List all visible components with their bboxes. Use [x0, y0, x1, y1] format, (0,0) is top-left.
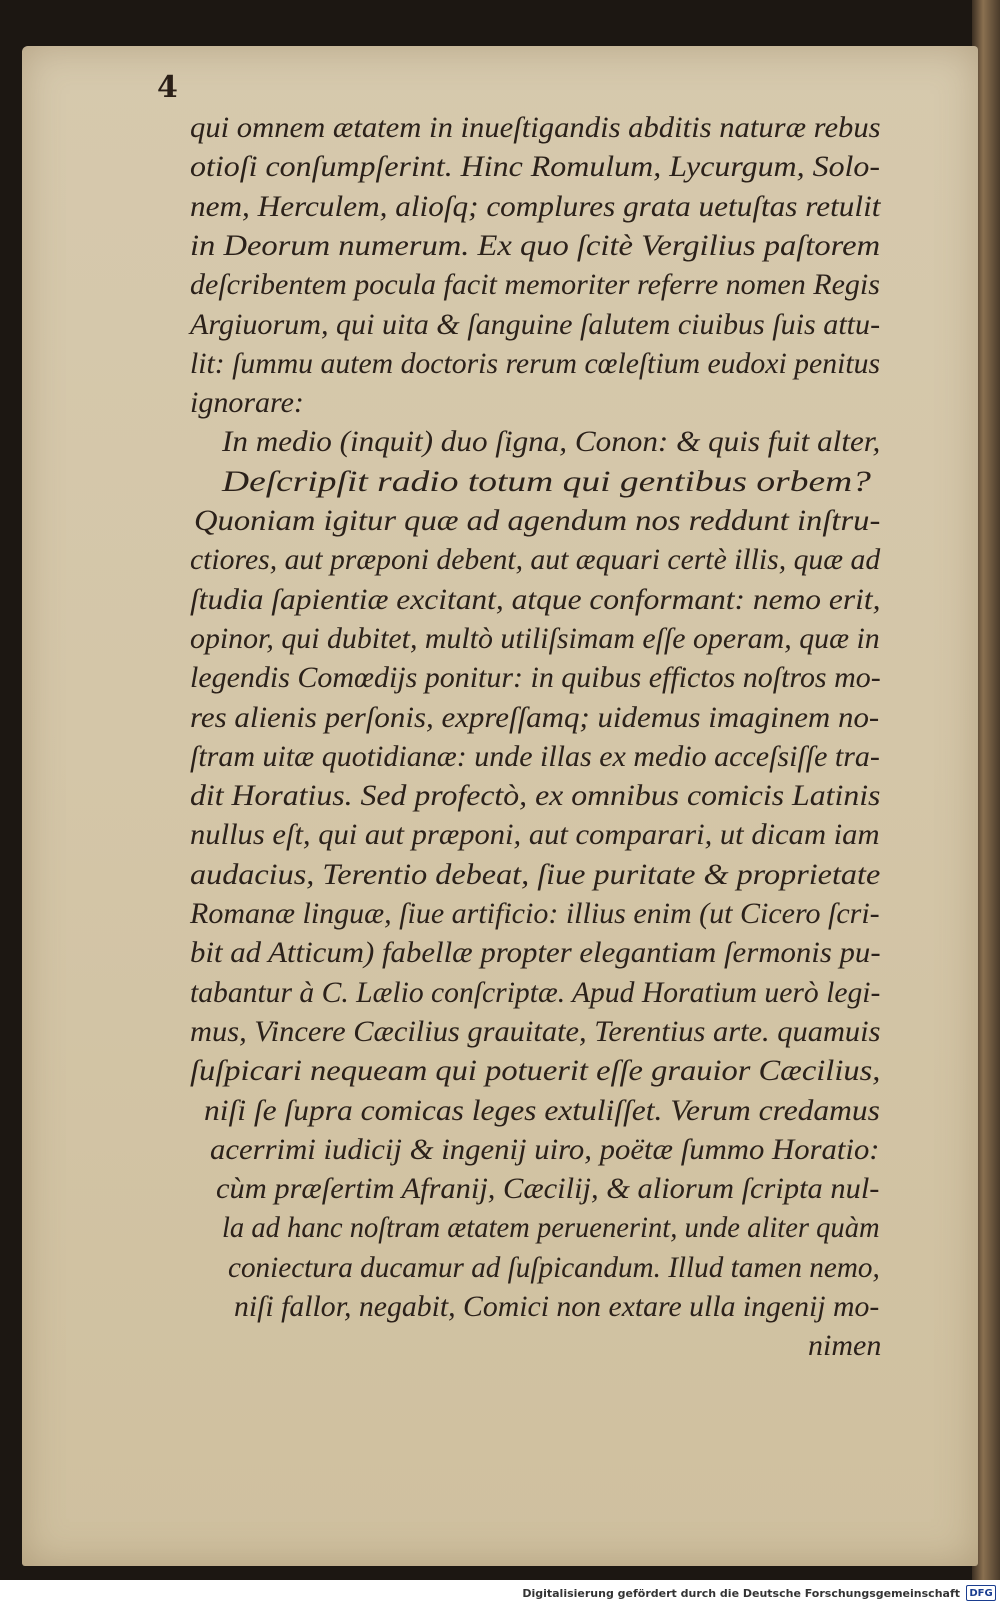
text-line: Argiuorum, qui uita & ſanguine ſalutem ciuibus ſuis attu- — [190, 307, 881, 341]
text-line: mus, Vincere Cæcilius grauitate, Terentius arte. quamuis — [190, 1014, 881, 1048]
footer-bar — [0, 1580, 1000, 1608]
text-line: Quoniam igitur quæ ad agendum nos reddunt inſtru- — [194, 504, 881, 537]
text-line: nullus eſt, qui aut præponi, aut comparari, ut dicam iam — [190, 818, 880, 852]
text-line: la ad hanc noſtram ætatem peruenerint, unde aliter quàm — [222, 1211, 880, 1245]
text-line: nem, Herculem, alioſq; complures grata uetuſtas retulit — [190, 189, 881, 223]
text-line: lit: ſummu autem doctoris rerum cœleſtium eudoxi penitus — [190, 346, 881, 380]
text-line: niſi ſe ſupra comicas leges extuliſſet. Verum credamus — [204, 1093, 880, 1127]
dfg-logo: DFG — [966, 1585, 996, 1601]
text-line: Deſcripſit radio totum qui gentibus orbem? — [222, 464, 871, 498]
text-line: ſuſpicari nequeam qui potuerit eſſe grauior Cæcilius, — [190, 1054, 881, 1088]
text-line: Romanæ linguæ, ſiue artificio: illius enim (ut Cicero ſcri- — [190, 897, 880, 930]
text-line: opinor, qui dubitet, multò utiliſsimam eſſe operam, quæ in — [190, 621, 880, 655]
text-line: audacius, Terentio debeat, ſiue puritate & proprietate — [190, 857, 881, 891]
text-line: dit Horatius. Sed profectò, ex omnibus comicis Latinis — [190, 779, 881, 813]
text-line: nimen — [808, 1329, 882, 1363]
text-line: qui omnem ætatem in inueſtigandis abditis naturæ rebus — [190, 111, 881, 144]
text-line: ctiores, aut præponi debent, aut æquari certè illis, quæ ad — [190, 543, 881, 577]
text-line: res alienis perſonis, expreſſamq; uidemus imaginem no- — [190, 700, 880, 734]
text-line: legendis Comœdijs ponitur: in quibus effictos noſtros mo- — [190, 661, 881, 695]
text-line: ſtram uitæ quotidianæ: unde illas ex medio acceſsiſſe tra- — [190, 739, 880, 773]
text-line: otioſi conſumpſerint. Hinc Romulum, Lycurgum, Solo- — [190, 150, 881, 184]
text-line: tabantur à C. Lælio conſcriptæ. Apud Horatium uerò legi- — [190, 975, 881, 1009]
text-line: coniectura ducamur ad ſuſpicandum. Illud tamen nemo, — [228, 1250, 880, 1284]
page-number: 4 — [157, 70, 178, 105]
text-line: acerrimi iudicij & ingenij uiro, poëtæ ſummo Horatio: — [210, 1132, 880, 1166]
text-line: ignorare: — [190, 386, 304, 420]
text-line: ſtudia ſapientiæ excitant, atque conformant: nemo erit, — [190, 582, 881, 616]
text-line: deſcribentem pocula facit memoriter referre nomen Regis — [190, 268, 880, 302]
text-line: in Deorum numerum. Ex quo ſcitè Vergilius paſtorem — [190, 228, 881, 262]
text-line: In medio (inquit) duo ſigna, Conon: & quis fuit alter, — [222, 425, 881, 459]
text-line: cùm præſertim Afranij, Cæcilij, & aliorum ſcripta nul- — [216, 1172, 880, 1206]
text-line: niſi fallor, negabit, Comici non extare ulla ingenij mo- — [234, 1290, 880, 1323]
text-line: bit ad Atticum) fabellæ propter elegantiam ſermonis pu- — [190, 936, 881, 970]
footer-credit: Digitalisierung gefördert durch die Deutsche Forschungsgemeinschaft — [522, 1587, 960, 1600]
